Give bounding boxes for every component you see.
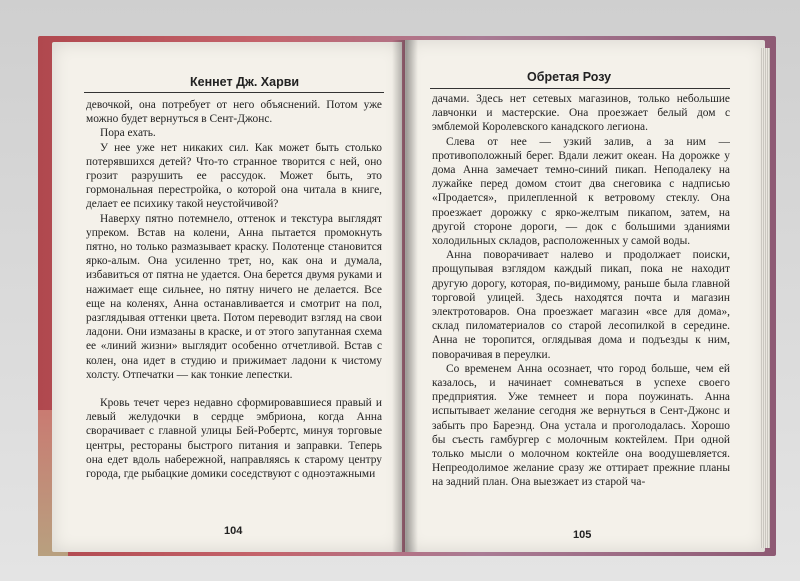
left-header-rule xyxy=(84,92,384,93)
page-edges xyxy=(760,48,770,548)
right-header-rule xyxy=(430,88,730,89)
right-running-header: Обретая Розу xyxy=(527,70,612,84)
paragraph: Со временем Анна осознает, что город больше, чем ей казалось, и начинает сомневаться в успехе своего предприятия. Уже темнеет и пора поужинать. Анна испытывает желание сегодня же вернуться в Сент-Джонс и забыть про Бареэнд. Она устала и проголодалась. Хорошо бы съесть гамбургер с молочным коктейлем. При одной только мысли о молочном коктейле она воодушевляется. Непреодолимое желание сразу же оттирает прежние планы на задний план. Она выезжает из старой ча- xyxy=(432,362,730,489)
book-gutter xyxy=(392,40,418,552)
paragraph: девочкой, она потребует от него объяснений. Потом уже можно будет вернуться в Сент-Джонс. xyxy=(86,99,382,126)
paragraph: Кровь течет через недавно сформировавшиеся правый и левый желудочки в сердце эмбриона, когда Анна сворачивает с главной улицы Бей-Робертс, минуя торговые центры, рестораны быстрого питания и заправки. Теперь она едет вдоль набережной, направляясь к старому центру города, где рыбацкие домики соседствуют с одноэтажными xyxy=(86,397,382,481)
right-page-body xyxy=(432,92,730,529)
paragraph: Пора ехать. xyxy=(100,127,156,140)
paragraph: Анна поворачивает налево и продолжает поиски, прощупывая взглядом каждый пикап, пока не находит другую дорогу, которая, по-видимому, раньше была главной торговой улицей. Здесь находятся почта и магазин электротоваров. Она проезжает магазин «все для дома», склад пиломатериалов со старой лесопилкой в середине. Анна не торопится, оглядывая дома и подъезды к ним, поворачивая в переулки. xyxy=(432,249,730,361)
left-page-number: 104 xyxy=(224,525,243,537)
left-page-body xyxy=(86,98,382,522)
paragraph: Слева от нее — узкий залив, а за ним — противоположный берег. Вдали лежит океан. На дорожке у дома Анна замечает темно-синий пикап. Неподалеку на лужайке перед домом стоит два снеговика с надписью «Продается», прилепленной к ветровому стеклу. Она проезжает дорожку с ярко-желтым пикапом, затем, на другой стороне дороги, — док с большими зданиями холодильных складов, расположенных у самой воды. xyxy=(432,135,730,248)
paragraph: дачами. Здесь нет сетевых магазинов, только небольшие лавчонки и мастерские. Она проезжает белый дом с эмблемой Королевского канадского легиона. xyxy=(432,93,730,134)
left-running-header: Кеннет Дж. Харви xyxy=(190,75,300,89)
paragraph: Наверху пятно потемнело, оттенок и текстура выглядят упреком. Встав на колени, Анна пытается промокнуть пятно, но только размазывает краску. Полотенце становится ярко-алым. Она усиленно трет, но, как она и думала, избавиться от пятна не удается. Она берется двумя руками и нажимает еще сильнее, но пятну ничего не делается. Все еще на коленях, Анна останавливается и смотрит на пол, разглядывая оттенки цвета. Потом переводит взгляд на свои ладони. Они измазаны в краске, и от этого запутанная схема ее «линий жизни» выглядит особенно отчетливой. Встав с колен, она идет в студию и прижимает ладони к чистому холсту. Отпечатки — как тонкие лепестки. xyxy=(86,212,382,381)
paragraph: У нее уже нет никаких сил. Как может быть столько потерявшихся детей? Что-то странное творится с ней, оно грозит разрушить ее рассудок. Может быть, это гормональная перестройка, о которой она читала в книге, делает ее психику такой неустойчивой? xyxy=(86,141,382,211)
right-page-number: 105 xyxy=(573,529,592,541)
